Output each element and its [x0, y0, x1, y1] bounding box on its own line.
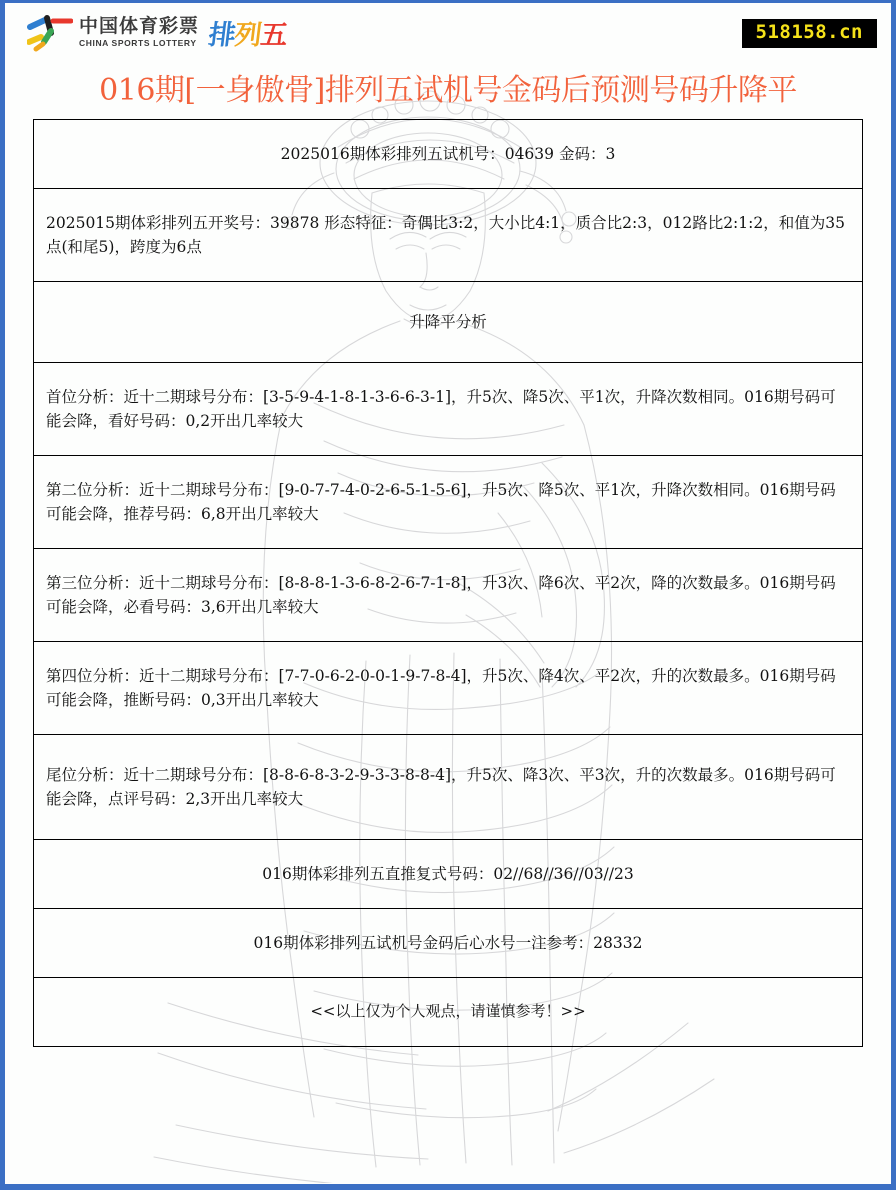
table-row — [34, 840, 863, 909]
game-char-2: 列 — [232, 19, 263, 51]
fourth-digit-analysis-row: 第四位分析：近十二期球号分布：[7-7-0-6-2-0-0-1-9-7-8-4]，升5次、降4次、平2次，升的次数最多。016期号码可能会降，推断号码：0,3开出几率较大 — [34, 642, 863, 735]
third-digit-analysis-row: 第三位分析：近十二期球号分布：[8-8-8-1-3-6-8-2-6-7-1-8]，升3次、降6次、平2次，降的次数最多。016期号码可能会降，必看号码：3,6开出几率较大 — [34, 549, 863, 642]
test-number-row: 2025016期体彩排列五试机号：04639 金码：3 — [34, 120, 863, 189]
table-row — [34, 189, 863, 282]
game-char-3: 五 — [258, 19, 289, 51]
brand-name-block — [79, 14, 200, 48]
tail-digit-analysis-row: 尾位分析：近十二期球号分布：[8-8-6-8-3-2-9-3-3-8-8-4]，升5次、降3次、平3次，升的次数最多。016期号码可能会降，点评号码：2,3开出几率较大 — [34, 735, 863, 840]
page-title: 016期[一身傲骨]排列五试机号金码后预测号码升降平 — [99, 73, 797, 108]
second-digit-analysis-row: 第二位分析：近十二期球号分布：[9-0-7-7-4-0-2-6-5-1-5-6]，升5次、降5次、平1次，升降次数相同。016期号码可能会降，推荐号码：6,8开出几率较大 — [34, 456, 863, 549]
site-header — [5, 3, 891, 61]
table-row — [34, 735, 863, 840]
single-bet-reference-row: 016期体彩排列五试机号金码后心水号一注参考：28332 — [34, 909, 863, 978]
table-row — [34, 978, 863, 1046]
brand-name-en: CHINA SPORTS LOTTERY — [79, 37, 197, 48]
disclaimer-row: <<以上仅为个人观点，请谨慎参考！>> — [34, 978, 863, 1046]
table-row — [34, 642, 863, 735]
brand-name-cn: 中国体育彩票 — [79, 14, 200, 37]
section-header-row: 升降平分析 — [34, 282, 863, 363]
table-row — [34, 549, 863, 642]
table-row — [34, 456, 863, 549]
table-row — [34, 282, 863, 363]
game-name-pailiewu — [207, 13, 290, 52]
table-row — [34, 909, 863, 978]
first-digit-analysis-row: 首位分析：近十二期球号分布：[3-5-9-4-1-8-1-3-6-6-3-1]，升5次、降5次、平1次，升降次数相同。016期号码可能会降，看好号码：0,2开出几率较大 — [34, 363, 863, 456]
sports-lottery-mark-icon — [27, 11, 73, 53]
table-row — [34, 363, 863, 456]
game-char-1: 排 — [206, 19, 237, 51]
prediction-table — [33, 119, 863, 1047]
compound-numbers-row: 016期体彩排列五直推复式号码：02//68//36//03//23 — [34, 840, 863, 909]
table-row — [34, 120, 863, 189]
site-watermark-badge: 518158.cn — [742, 19, 877, 48]
previous-draw-row: 2025015期体彩排列五开奖号：39878 形态特征：奇偶比3:2，大小比4:1，质合比2:3，012路比2:1:2，和值为35点(和尾5)，跨度为6点 — [34, 189, 863, 282]
